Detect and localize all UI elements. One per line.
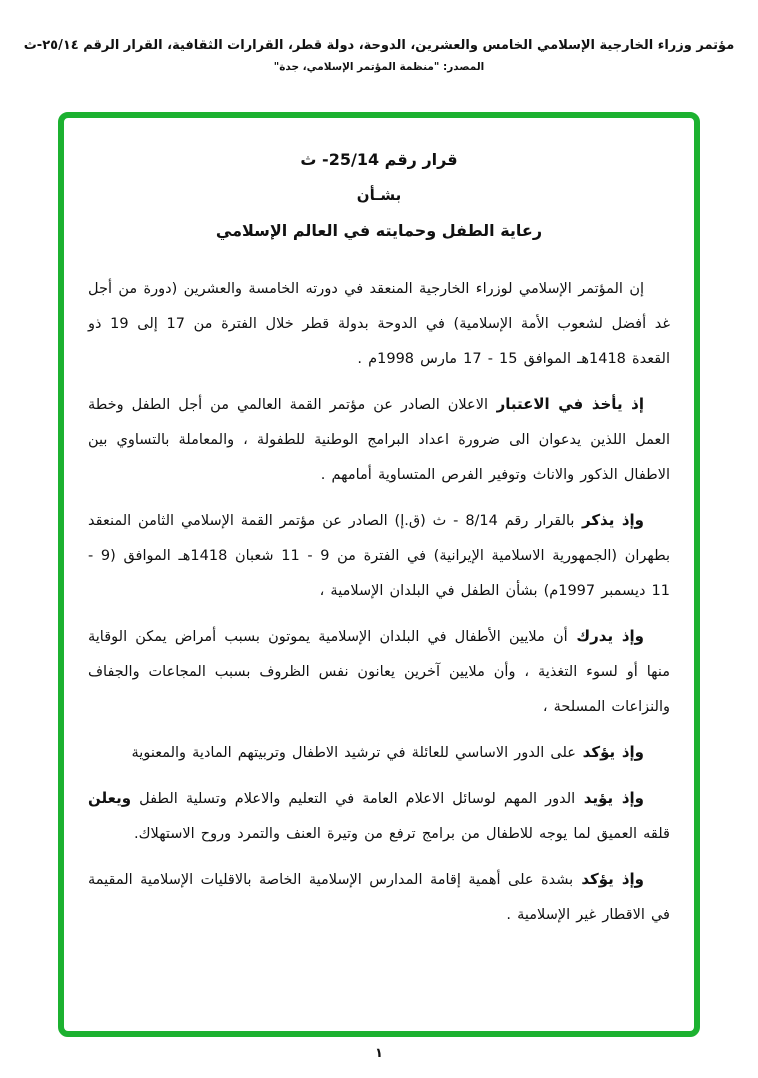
page-number: ١ — [375, 1046, 383, 1061]
document-header — [0, 38, 758, 73]
paragraph — [88, 735, 670, 771]
paragraph — [88, 272, 670, 377]
resolution-subject-title: رعاية الطفل وحمايته في العالم الإسلامي — [215, 221, 543, 240]
paragraph — [88, 619, 670, 725]
paragraph-text: على الدور الاساسي للعائلة في ترشيد الاطفال وتربيتهم المادية والمعنوية — [131, 745, 576, 761]
paragraph-text: قلقه العميق لما يوجه للاطفال من برامج ترفع من وتيرة العنف والتمرد وروح الاستهلاك. — [133, 826, 670, 842]
paragraph-text: الدور المهم لوسائل الاعلام العامة في التعليم والاعلام وتسلية الطفل — [131, 791, 576, 807]
header-line1: مؤتمر وزراء الخارجية الإسلامي الخامس والعشرين، الدوحة، دولة قطر، القرارات الثقافية، القرار الرقم ٢٥/١٤-ث — [23, 38, 735, 53]
header-source-line: المصدر: "منظمة المؤتمر الإسلامي، جدة" — [273, 61, 485, 73]
paragraph — [88, 387, 670, 493]
paragraph-text: أن ملايين الأطفال في البلدان الإسلامية يموتون بسبب أمراض يمكن الوقاية منها أو لسوء التغذية ، وأن ملايين آخرين يعانون نفس الظروف بسبب المجاعات والجفاف والنزاعات المسلحة ، — [88, 629, 670, 715]
resolution-body — [88, 272, 670, 933]
paragraph-lead: وإذ يؤكد — [575, 743, 644, 761]
resolution-number-title: قرار رقم 25/14- ث — [300, 150, 458, 169]
paragraph-lead: وإذ يؤيد — [575, 789, 644, 807]
paragraph — [88, 781, 670, 852]
paragraph-lead: وإذ يذكر — [574, 511, 644, 529]
resolution-subject-label: بشـأن — [356, 186, 402, 204]
paragraph — [88, 862, 670, 933]
paragraph-text: الاعلان الصادر عن مؤتمر القمة العالمي من أجل الطفل وخطة العمل اللذين يدعوان الى ضرورة اعداد البرامج الوطنية للطفولة ، والمعاملة بالتساوي بين الاطفال الذكور والاناث وتوفير الفرص المتساوية أمامهم . — [88, 397, 670, 483]
resolution-box — [58, 112, 700, 1037]
paragraph-lead: إذ يأخذ في الاعتبار — [488, 395, 644, 413]
paragraph-lead: وإذ يدرك — [567, 627, 644, 645]
paragraph-text: بشدة على أهمية إقامة المدارس الإسلامية الخاصة بالاقليات الإسلامية المقيمة في الاقطار غير الإسلامية . — [88, 872, 670, 923]
paragraph-text: بالقرار رقم 8/14 - ث (ق.إ) الصادر عن مؤتمر القمة الإسلامي الثامن المنعقد بطهران (الجمهورية الاسلامية الإيرانية) في الفترة من 9 - 11 شعبان 1418هـ الموافق (9 - 11 ديسمبر 1997م) بشأن الطفل في البلدان الإسلامية ، — [88, 513, 671, 599]
paragraph-text: إن المؤتمر الإسلامي لوزراء الخارجية المنعقد في دورته الخامسة والعشرين (دورة من أجل غد أفضل لشعوب الأمة الإسلامية) في الدوحة بدولة قطر خلال الفترة من 17 إلى 19 ذو القعدة 1418هـ الموافق 15 - 17 مارس 1998م . — [88, 281, 670, 367]
paragraph — [88, 503, 670, 609]
paragraph-lead: ويعلن — [88, 789, 132, 807]
paragraph-lead: وإذ يؤكد — [573, 870, 644, 888]
